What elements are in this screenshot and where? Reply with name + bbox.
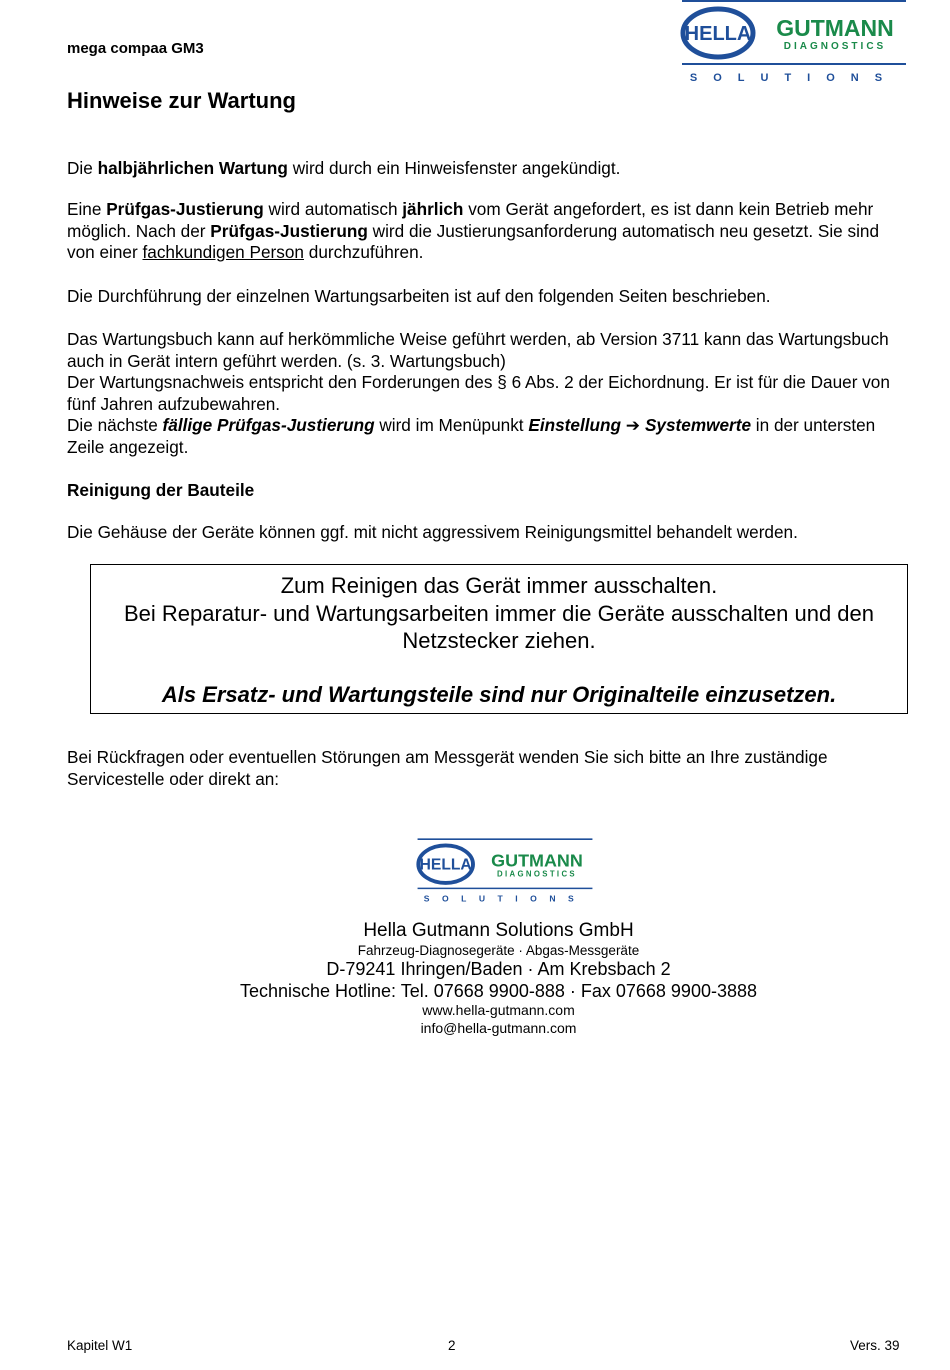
svg-text:SOLUTIONS: SOLUTIONS xyxy=(689,72,899,84)
company-hotline: Technische Hotline: Tel. 07668 9900-888 · Fax 07668 9900-3888 xyxy=(239,981,758,1001)
svg-text:SOLUTIONS: SOLUTIONS xyxy=(423,893,587,904)
svg-text:GUTMANN: GUTMANN xyxy=(776,15,894,41)
footer-page-number: 2 xyxy=(448,1338,456,1353)
company-website: www.hella-gutmann.com xyxy=(422,1002,575,1018)
svg-text:HELLA: HELLA xyxy=(419,856,472,874)
company-email: info@hella-gutmann.com xyxy=(420,1020,577,1036)
paragraph-contact: Bei Rückfragen oder eventuellen Störungen am Messgerät wenden Sie sich bitte an Ihre zuständige Servicestelle oder direkt an: xyxy=(67,747,828,789)
page-title: Hinweise zur Wartung xyxy=(67,88,296,113)
paragraph-maintenance-notice: Die halbjährlichen Wartung wird durch ein Hinweisfenster angekündigt. xyxy=(67,158,621,178)
arrow-icon: ➔ xyxy=(625,415,641,436)
next-calibration-line: Die nächste fällige Prüfgas-Justierung wird im Menüpunkt Einstellung ➔ Systemwerte in der untersten Zeile angezeigt. xyxy=(67,415,876,457)
warning-line-repair: Bei Reparatur- und Wartungsarbeiten immer die Geräte ausschalten und den Netzstecker ziehen. xyxy=(123,600,875,653)
company-subtitle: Fahrzeug-Diagnosegeräte · Abgas-Messgeräte xyxy=(357,943,640,958)
paragraph-calibration: Eine Prüfgas-Justierung wird automatisch jährlich vom Gerät angefordert, es ist dann kein Betrieb mehr möglich. Nach der Prüfgas-Justierung wird die Justierungsanforderung automatisch neu gesetzt. Sie sind von einer fachkundigen Person durchzuführen. xyxy=(67,199,880,263)
footer-version: Vers. 39 xyxy=(850,1338,900,1353)
paragraph-cleaning: Die Gehäuse der Geräte können ggf. mit nicht aggressivem Reinigungsmittel behandelt werden. xyxy=(67,522,798,542)
warning-line-switch-off: Zum Reinigen das Gerät immer ausschalten. xyxy=(280,573,718,598)
company-street: D-79241 Ihringen/Baden · Am Krebsbach 2 xyxy=(326,959,671,979)
company-name: Hella Gutmann Solutions GmbH xyxy=(363,920,634,941)
svg-text:GUTMANN: GUTMANN xyxy=(491,850,583,871)
hella-gutmann-logo xyxy=(680,0,908,86)
maintenance-book-line: Das Wartungsbuch kann auf herkömmliche Weise geführt werden, ab Version 3711 kann das Wartungsbuch auch in Gerät intern geführt werden. (s. 3. Wartungsbuch) xyxy=(67,329,889,371)
section-heading-cleaning: Reinigung der Bauteile xyxy=(67,480,255,500)
warning-box xyxy=(90,564,908,714)
hella-gutmann-logo-center xyxy=(416,838,594,906)
paragraph-following-pages: Die Durchführung der einzelnen Wartungsarbeiten ist auf den folgenden Seiten beschrieben. xyxy=(67,286,771,306)
paragraph-maintenance-book xyxy=(67,329,907,459)
warning-original-parts: Als Ersatz- und Wartungsteile sind nur Originalteile einzusetzen. xyxy=(161,681,837,707)
document-name: mega compaa GM3 xyxy=(67,40,204,57)
svg-text:DIAGNOSTICS: DIAGNOSTICS xyxy=(497,869,577,879)
footer-chapter: Kapitel W1 xyxy=(67,1338,133,1353)
svg-text:DIAGNOSTICS: DIAGNOSTICS xyxy=(783,41,887,52)
verification-line: Der Wartungsnachweis entspricht den Forderungen des § 6 Abs. 2 der Eichordnung. Er ist für die Dauer von fünf Jahren aufzubewahren. xyxy=(67,372,890,414)
svg-text:HELLA: HELLA xyxy=(684,23,752,45)
